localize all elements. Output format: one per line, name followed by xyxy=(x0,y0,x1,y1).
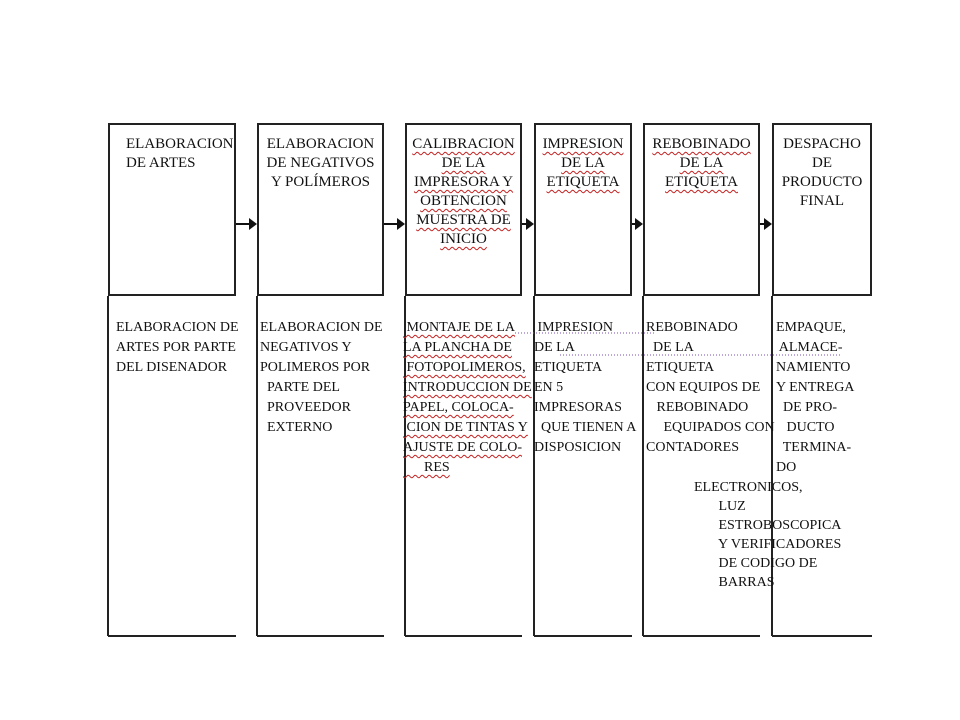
stage-box-despacho xyxy=(772,123,872,296)
stage-box-artes xyxy=(108,123,236,296)
arrow-5 xyxy=(760,218,772,230)
description-impresion: IMPRESION DE LA ETIQUETA EN 5 IMPRESORAS QUE TIENEN A DISPOSICION xyxy=(534,320,637,455)
stage-box-negativos xyxy=(257,123,384,296)
stage-title-despacho: DESPACHO DE PRODUCTO FINAL xyxy=(781,136,863,209)
stage-box-rebobinado xyxy=(643,123,760,296)
description-artes: ELABORACION DE ARTES POR PARTE DEL DISENADOR xyxy=(116,320,239,375)
stage-title-impresion: IMPRESION DE LA ETIQUETA xyxy=(542,136,624,190)
description-rebobinado: REBOBINADO DE LA ETIQUETA CON EQUIPOS DE REBOBINADO EQUIPADOS CON CONTADORES xyxy=(646,320,775,455)
arrow-1 xyxy=(236,218,257,230)
description-despacho: EMPAQUE, ALMACE- NAMIENTO Y ENTREGA DE PRO- DUCTO TERMINA- DO xyxy=(776,320,855,475)
stage-title-artes: ELABORACION DE ARTES xyxy=(126,136,234,171)
stage-title-calibracion: CALIBRACION DE LA IMPRESORA Y OBTENCION MUESTRA DE INICIO xyxy=(412,136,515,247)
arrow-3 xyxy=(522,218,534,230)
description-negativos: ELABORACION DE NEGATIVOS Y POLIMEROS POR PARTE DEL PROVEEDOR EXTERNO xyxy=(260,320,383,435)
description-rebobinado-continued: ELECTRONICOS, LUZ ESTROBOSCOPICA Y VERIFICADORES DE CODIGO DE BARRAS xyxy=(694,480,842,590)
arrow-2 xyxy=(384,218,405,230)
stage-box-calibracion xyxy=(405,123,522,296)
description-calibracion: MONTAJE DE LA LA PLANCHA DE FOTOPOLIMEROS, INTRODUCCION DE PAPEL, COLOCA- CION DE TINTAS Y AJUSTE DE COLO- RES xyxy=(403,320,532,475)
stage-box-impresion xyxy=(534,123,632,296)
arrow-4 xyxy=(632,218,643,230)
stage-title-rebobinado: REBOBINADO DE LA ETIQUETA xyxy=(652,136,751,190)
stage-title-negativos: ELABORACION DE NEGATIVOS Y POLÍMEROS xyxy=(266,136,375,190)
